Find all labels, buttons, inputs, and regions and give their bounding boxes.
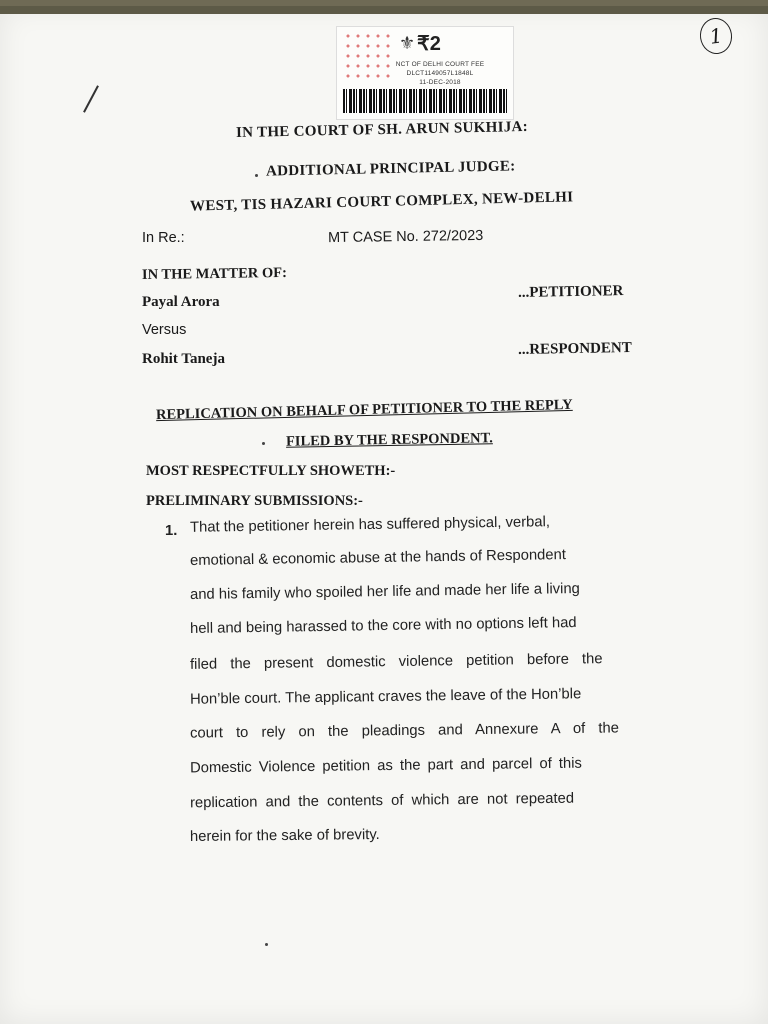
stamp-line-2: DLCT1149057L1848L bbox=[406, 70, 474, 77]
paragraph-line: court to rely on the pleadings and Annexure A of the bbox=[189, 720, 620, 742]
document-title-line-2: FILED BY THE RESPONDENT. bbox=[285, 430, 493, 450]
paragraph-line: Hon’ble court. The applicant craves the leave of the Hon’ble bbox=[189, 686, 582, 708]
document-page bbox=[0, 6, 768, 1024]
ink-dot bbox=[265, 943, 268, 946]
paragraph-line: That the petitioner herein has suffered physical, verbal, bbox=[189, 514, 551, 536]
matter-heading: IN THE MATTER OF: bbox=[141, 264, 287, 284]
court-heading-line-1: IN THE COURT OF SH. ARUN SUKHIJA: bbox=[235, 118, 529, 142]
stamp-value: ₹2 bbox=[417, 33, 441, 55]
paragraph-1 bbox=[0, 6, 768, 1024]
paragraph-line: and his family who spoiled her life and made her life a living bbox=[189, 580, 580, 604]
document-body bbox=[0, 6, 768, 1024]
stamp-line-1: NCT OF DELHI COURT FEE bbox=[395, 61, 485, 68]
emblem-icon: ⚜ bbox=[399, 33, 416, 53]
respondent-role: ...RESPONDENT bbox=[517, 340, 632, 358]
court-heading-line-2: ADDITIONAL PRINCIPAL JUDGE: bbox=[265, 158, 516, 180]
preliminary-heading: PRELIMINARY SUBMISSIONS:- bbox=[146, 493, 363, 509]
case-number: MT CASE No. 272/2023 bbox=[327, 227, 484, 247]
stamp-line-3: 11-DEC-2018 bbox=[419, 79, 461, 86]
document-title-line-1: REPLICATION ON BEHALF OF PETITIONER TO THE REPLY bbox=[155, 396, 573, 424]
petitioner-name: Payal Arora bbox=[142, 294, 220, 310]
paragraph-line: replication and the contents of which are not repeated bbox=[189, 790, 575, 812]
versus-label: Versus bbox=[142, 322, 187, 338]
court-heading-line-3: WEST, TIS HAZARI COURT COMPLEX, NEW-DELHI bbox=[189, 189, 574, 215]
page-number: 1 bbox=[698, 16, 735, 56]
paragraph-line: hell and being harassed to the core with no options left had bbox=[189, 614, 577, 638]
respondent-name: Rohit Taneja bbox=[142, 351, 225, 367]
showeth-heading: MOST RESPECTFULLY SHOWETH:- bbox=[146, 463, 396, 479]
paragraph-number: 1. bbox=[165, 523, 178, 539]
paragraph-line: Domestic Violence petition as the part and parcel of this bbox=[189, 755, 583, 777]
paragraph-line: emotional & economic abuse at the hands of Respondent bbox=[189, 547, 567, 569]
paragraph-line: filed the present domestic violence petition before the bbox=[189, 651, 603, 673]
paragraph-line: herein for the sake of brevity. bbox=[189, 827, 380, 845]
in-re-label: In Re.: bbox=[142, 230, 185, 246]
petitioner-role: ...PETITIONER bbox=[517, 283, 624, 301]
